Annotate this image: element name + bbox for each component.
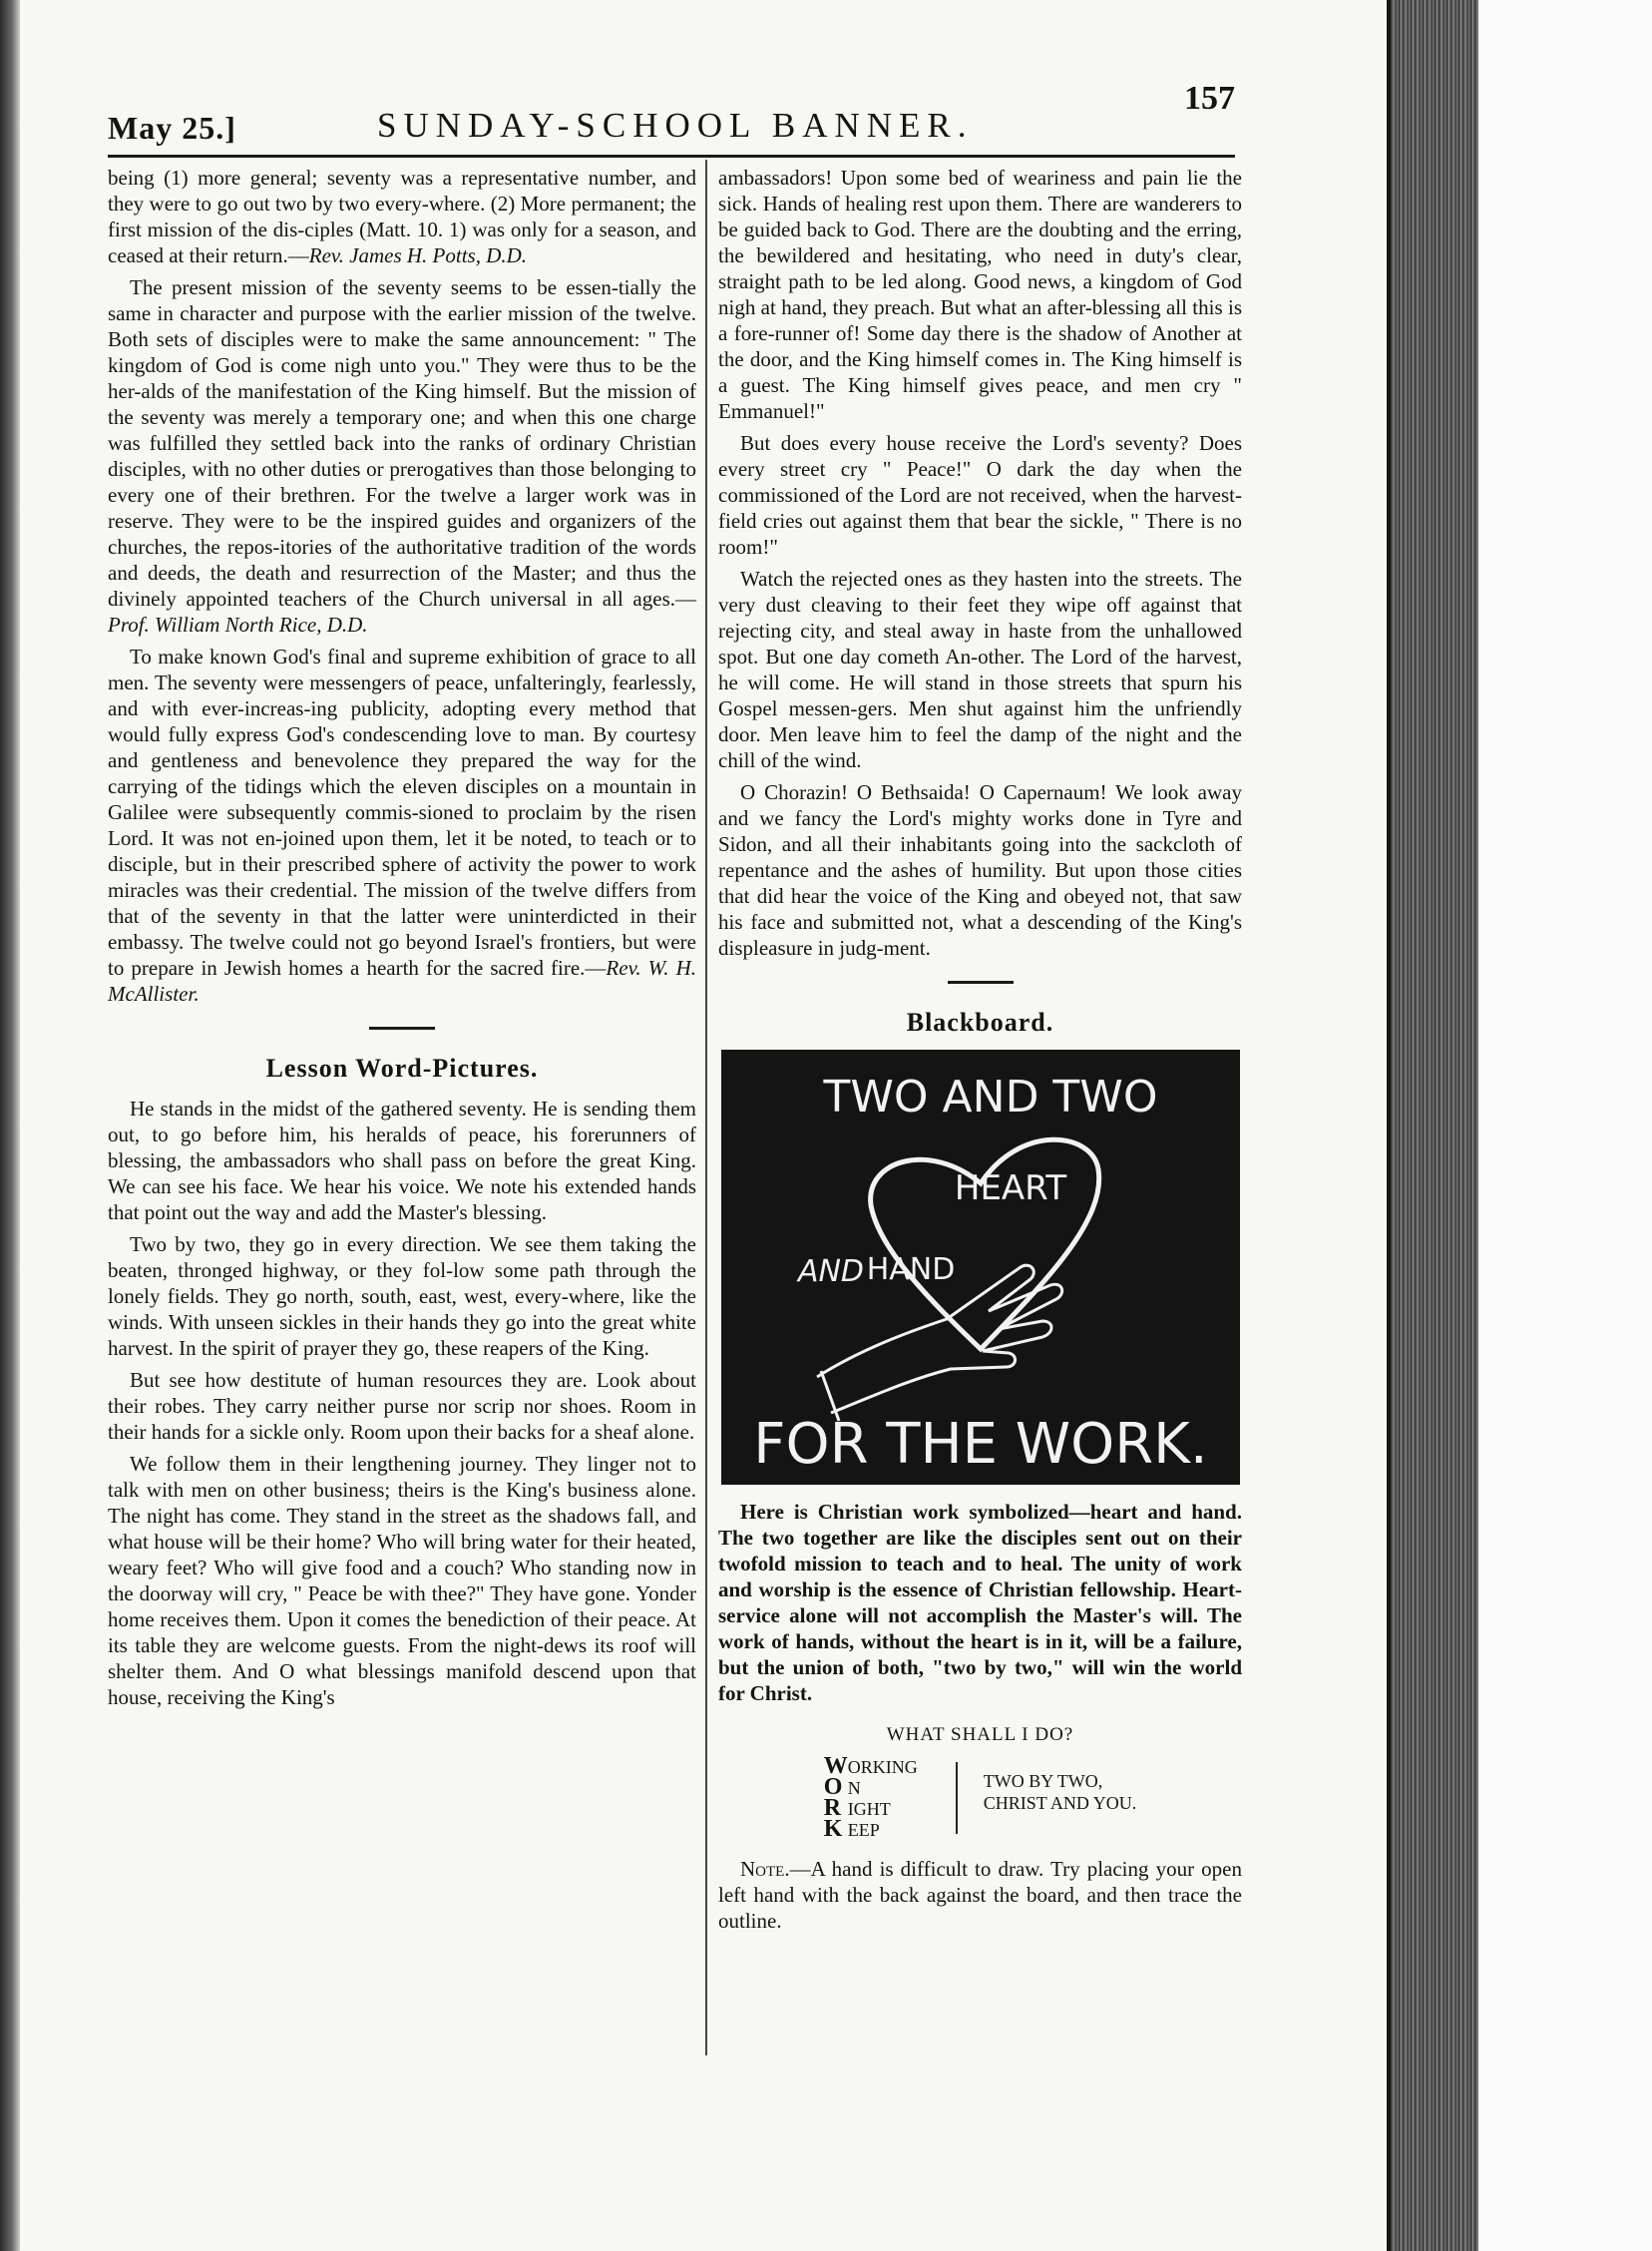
- section-divider: [948, 981, 1014, 984]
- left-column: [108, 165, 696, 1716]
- paragraph-text: To make known God's final and supreme exhibition of grace to all men. The seventy were messengers of peace, unfalteringly, fearlessly, and with ever-increas-ing publicity, adopting every method that would fully express God's condescending love to man. By courtesy and gentleness and benevolence they prepared the way for the carrying of the tidings which the eleven disciples on a mountain in Galilee were subsequently commis-sioned to proclaim by the risen Lord. It was not en-joined upon them, let it be noted, to teach or to disciple, but in their prescribed sphere of activity the power to work miracles was their credential. The mission of the twelve differs from that of the seventy in that the latter were uninterdicted in their embassy. The twelve could not go beyond Israel's frontiers, but were to prepare in Jewish homes a hearth for the sacred fire.—: [108, 645, 696, 980]
- note-paragraph: [718, 1856, 1242, 1934]
- acrostic-answer-line1: TWO BY TWO,: [983, 1771, 1103, 1791]
- blackboard-line1: TWO AND TWO: [823, 1072, 1157, 1123]
- paragraph-text: being (1) more general; seventy was a representative number, and they were to go out two by two every-where. (2) More permanent; the first mission of the dis-ciples (Matt. 10. 1) was only for a season, and ceased at their return.—: [108, 166, 696, 267]
- work-heading: WHAT SHALL I DO?: [886, 1724, 1074, 1745]
- blackboard-illustration: [721, 1050, 1240, 1485]
- acrostic-word: N: [847, 1778, 861, 1798]
- header-date: May 25.]: [108, 110, 236, 146]
- section-title: Lesson Word-Pictures.: [265, 1054, 539, 1083]
- section-divider: [369, 1027, 435, 1030]
- header-rule: [108, 155, 1235, 158]
- blackboard-caption: Here is Christian work symbolized—heart and hand. The two together are like the disciples sent out on their twofold mission to teach and to heal. The unity of work and worship is the essence of Christian fellowship. Heart-service alone will not accomplish the Master's will. The work of hands, without the heart is in it, will be a failure, but the union of both, "two by two," will win the world for Christ.: [718, 1500, 1242, 1705]
- blackboard-line-bottom: FOR THE WORK.: [752, 1412, 1208, 1477]
- paragraph: [108, 165, 696, 268]
- acrostic-divider: [956, 1762, 958, 1834]
- hand-word: HAND: [866, 1252, 955, 1287]
- right-column: [718, 165, 1242, 1940]
- acrostic-answer: [984, 1756, 1137, 1814]
- paragraph: Watch the rejected ones as they hasten into the streets. The very dust cleaving to their feet they wipe off against that rejecting city, and steal away in haste from the unhallowed spot. But one day cometh An-other. The Lord of the harvest, he will come. He will stand in those streets that spurn his Gospel messen-gers. Men shut against him the unfriendly door. Men leave him to feel the damp of the night and the chill of the wind.: [718, 567, 1242, 772]
- paragraph: We follow them in their lengthening journey. They linger not to talk with men on other business; theirs is the King's business alone. The night has come. They stand in the street as the shadows fall, and what house will be their home? Who will bring water for their heated, weary feet? Who will give food and a couch? Who standing now in the doorway will cry, " Peace be with thee?" They have gone. Yonder home receives them. Upon it comes the benediction of their peace. At its table they are welcome guests. From the night-dews its roof will shelter them. And O what blessings manifold descend upon that house, receiving the King's: [108, 1452, 696, 1709]
- paragraph: [108, 274, 696, 638]
- work-rows: [823, 1753, 918, 1842]
- citation: Rev. James H. Potts, D.D.: [308, 243, 528, 267]
- heart-word: HEART: [954, 1168, 1066, 1208]
- acrostic-letter: W: [823, 1753, 848, 1779]
- page-header: [108, 80, 1235, 160]
- header-title: SUNDAY-SCHOOL BANNER.: [377, 106, 974, 145]
- page-gutter-shadow: [0, 0, 20, 2251]
- acrostic-word: IGHT: [847, 1799, 891, 1819]
- paragraph: But see how destitute of human resources they are. Look about their robes. They carry neither purse nor scrip nor shoes. Room in their hands for a sickle only. Room upon their backs for a sheaf alone.: [108, 1368, 696, 1444]
- book-page-stack: [1387, 0, 1478, 2251]
- acrostic-letter: O: [823, 1774, 843, 1800]
- paragraph: [108, 644, 696, 1007]
- paragraph-text: The present mission of the seventy seems to be essen-tially the same in character and purpose with the earlier mission of the twelve. Both sets of disciples were to make the same announcement: " The kingdom of God is come nigh unto you." They were thus to be the her-alds of the manifestation of the King himself. But the mission of the seventy was merely a temporary one; and when this one charge was fulfilled they settled back into the ranks of ordinary Christian disciples, with no other duties or prerogatives than those belonging to every one of their brethren. For the twelve a larger work was in reserve. They were to be the inspired guides and organizers of the churches, the repos-itories of the authoritative tradition of the words and deeds, the death and resurrection of the Master; and thus the divinely appointed teachers of the Church universal in all ages.—: [108, 275, 696, 611]
- paragraph: He stands in the midst of the gathered seventy. He is sending them out, to go before him, his heralds of peace, his forerunners of blessing, the ambassadors who shall pass on before the great King. We can see his face. We hear his voice. We note his extended hands that point out the way and add the Master's blessing.: [108, 1097, 696, 1224]
- column-rule: [705, 160, 707, 2055]
- citation: Rev. W. H. McAllister.: [108, 956, 696, 1006]
- paragraph: Two by two, they go in every direction. We see them taking the beaten, thronged highway, or they fol-low some path through the lonely fields. They go north, south, east, west, every-where, like the winds. With unseen sickles in their hands they go into the great white harvest. In the spirit of prayer they go, these reapers of the King.: [108, 1232, 696, 1360]
- work-grid: [718, 1753, 1242, 1842]
- citation: Prof. William North Rice, D.D.: [108, 613, 368, 637]
- note-text: —A hand is difficult to draw. Try placing your open left hand with the back against the board, and then trace the outline.: [718, 1857, 1242, 1933]
- paragraph: O Chorazin! O Bethsaida! O Capernaum! We look away and we fancy the Lord's mighty works done in Tyre and Sidon, and all their inhabitants going into the sackcloth of repentance and the ashes of humility. But upon those cities that did hear the voice of the King and obeyed not, that saw his face and submitted not, what a descending of the King's displeasure in judg-ment.: [718, 780, 1242, 960]
- page-number: 157: [1184, 80, 1235, 117]
- work-acrostic: [718, 1722, 1242, 1840]
- acrostic-word: EEP: [847, 1820, 880, 1840]
- paragraph: But does every house receive the Lord's seventy? Does every street cry " Peace!" O dark the day when the commissioned of the Lord are not received, when the harvest-field cries out against them that bear the sickle, " There is no room!": [718, 431, 1242, 559]
- and-word: AND: [797, 1254, 864, 1289]
- paragraph: ambassadors! Upon some bed of weariness and pain lie the sick. Hands of healing rest upon them. There are wanderers to be guided back to God. There are the doubting and the erring, the bewildered and hesitating, who need in duty's clear, straight path to be led along. Good news, a kingdom of God nigh at hand, they preach. But what an after-blessing all this is a fore-runner of! Some day there is the shadow of Another at the door, and the King himself comes in. The King himself is a guest. The King himself gives peace, and men cry " Emmanuel!": [718, 166, 1242, 423]
- acrostic-answer-line2: CHRIST AND YOU.: [983, 1793, 1137, 1813]
- note-label: Note.: [740, 1857, 790, 1881]
- section-title: Blackboard.: [906, 1008, 1054, 1037]
- acrostic-letter: R: [823, 1795, 842, 1821]
- acrostic-letter: K: [823, 1816, 843, 1842]
- acrostic-row: [823, 1816, 918, 1842]
- acrostic-word: ORKING: [847, 1757, 918, 1777]
